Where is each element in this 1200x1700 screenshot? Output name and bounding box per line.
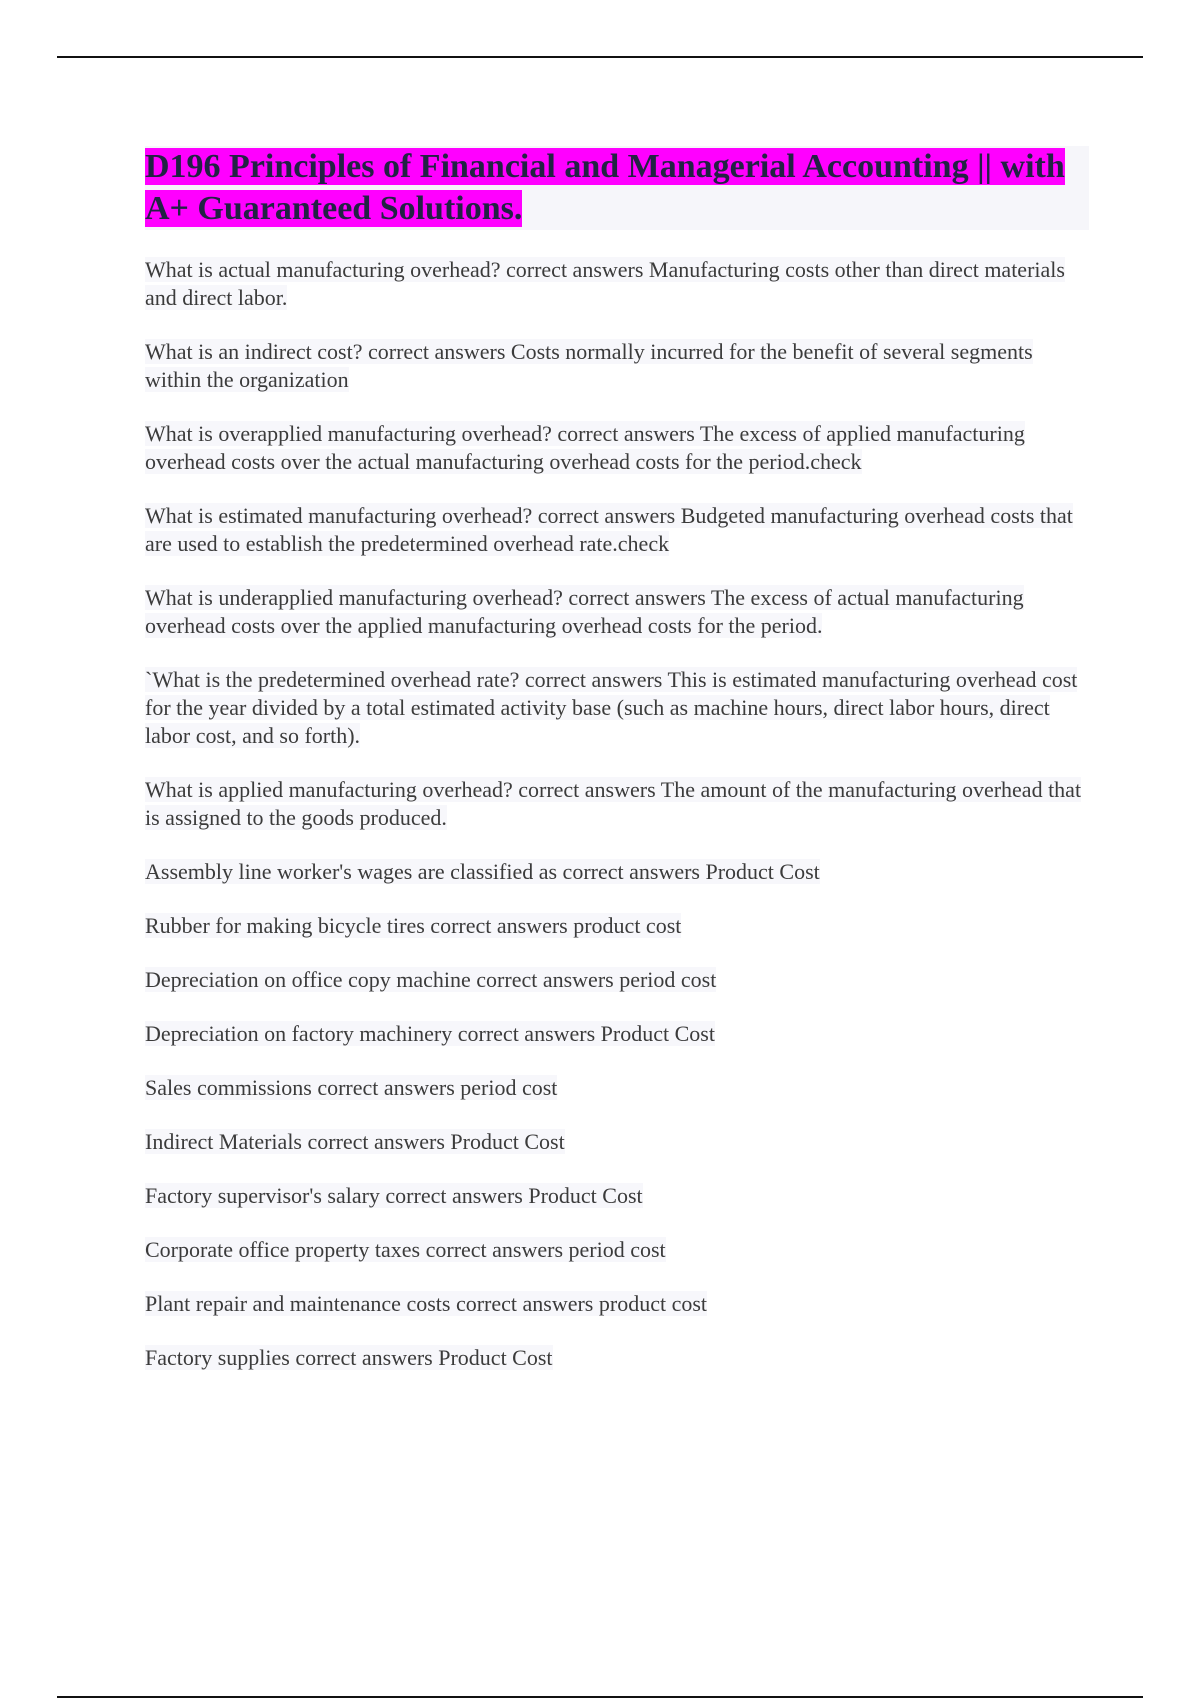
qa-text: Factory supplies correct answers Product Cost — [145, 1345, 553, 1370]
qa-text: What is actual manufacturing overhead? correct answers Manufacturing costs other than direct materials and direct labor. — [145, 257, 1065, 310]
qa-text: Depreciation on factory machinery correct answers Product Cost — [145, 1021, 715, 1046]
list-item — [145, 1344, 1089, 1372]
qa-text: `What is the predetermined overhead rate? correct answers This is estimated manufacturing overhead cost for the year divided by a total estimated activity base (such as machine hours, direct labor hours, direct labor cost, and so forth). — [145, 667, 1078, 748]
list-item — [145, 420, 1089, 476]
title-block — [145, 146, 1089, 230]
header-rule — [57, 56, 1143, 58]
qa-text: Depreciation on office copy machine correct answers period cost — [145, 967, 717, 992]
list-item — [145, 1236, 1089, 1264]
document-title-text: D196 Principles of Financial and Managerial Accounting || with A+ Guaranteed Solutions. — [145, 148, 1065, 227]
list-item — [145, 912, 1089, 940]
qa-text: What is an indirect cost? correct answers Costs normally incurred for the benefit of several segments within the organization — [145, 339, 1033, 392]
list-item — [145, 338, 1089, 394]
footer-rule — [57, 1696, 1143, 1698]
list-item — [145, 1182, 1089, 1210]
list-item — [145, 584, 1089, 640]
list-item — [145, 1128, 1089, 1156]
qa-text: Plant repair and maintenance costs correct answers product cost — [145, 1291, 708, 1316]
qa-text: Factory supervisor's salary correct answers Product Cost — [145, 1183, 643, 1208]
list-item — [145, 666, 1089, 750]
qa-text: Assembly line worker's wages are classified as correct answers Product Cost — [145, 859, 820, 884]
qa-text: What is overapplied manufacturing overhead? correct answers The excess of applied manufacturing overhead costs over the actual manufacturing overhead costs for the period.check — [145, 421, 1025, 474]
qa-text: Sales commissions correct answers period cost — [145, 1075, 558, 1100]
list-item — [145, 256, 1089, 312]
qa-text: What is estimated manufacturing overhead? correct answers Budgeted manufacturing overhead costs that are used to establish the predetermined overhead rate.check — [145, 503, 1073, 556]
list-item — [145, 502, 1089, 558]
list-item — [145, 858, 1089, 886]
list-item — [145, 966, 1089, 994]
list-item — [145, 776, 1089, 832]
list-item — [145, 1290, 1089, 1318]
qa-text: What is applied manufacturing overhead? correct answers The amount of the manufacturing overhead that is assigned to the goods produced. — [145, 777, 1082, 830]
list-item — [145, 1074, 1089, 1102]
qa-list — [145, 256, 1089, 1372]
qa-text: Corporate office property taxes correct answers period cost — [145, 1237, 666, 1262]
list-item — [145, 1020, 1089, 1048]
document-body — [145, 146, 1089, 1398]
qa-text: What is underapplied manufacturing overhead? correct answers The excess of actual manufacturing overhead costs over the applied manufacturing overhead costs for the period. — [145, 585, 1024, 638]
qa-text: Indirect Materials correct answers Product Cost — [145, 1129, 565, 1154]
document-title — [145, 146, 1089, 230]
qa-text: Rubber for making bicycle tires correct answers product cost — [145, 913, 682, 938]
